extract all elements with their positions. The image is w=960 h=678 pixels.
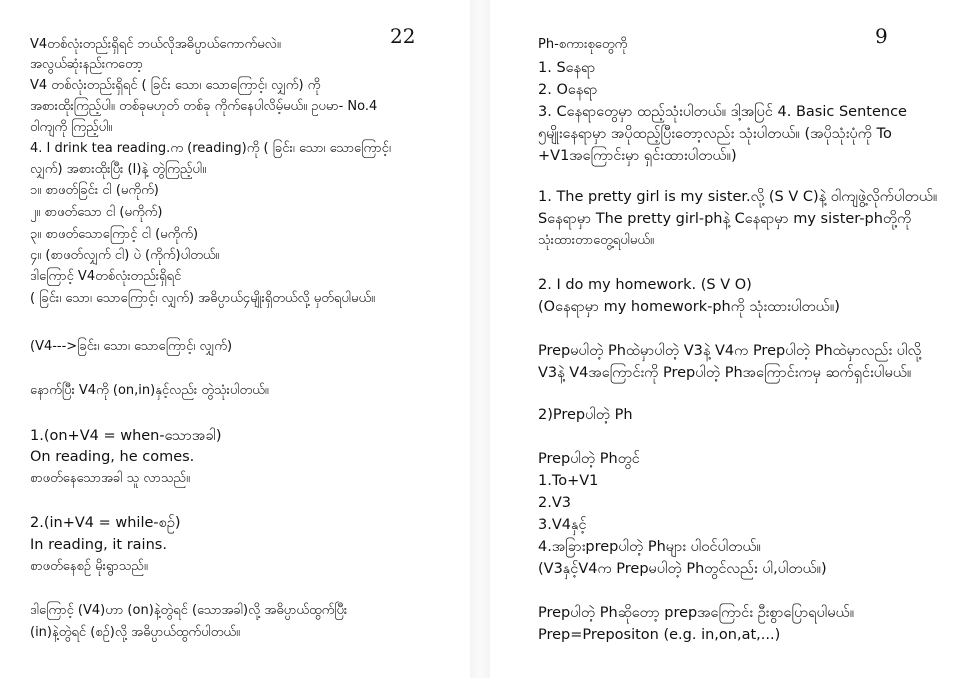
text-line: 1.To+V1 — [538, 473, 599, 489]
text-line: 2. Oနေရာ — [538, 82, 598, 98]
text-line: On reading, he comes. — [30, 449, 195, 465]
text-line: ဒါကြောင့် (V4)ဟာ (on)နဲ့တွဲရင် (သောအခါ)လို့ အဓိပ္ပာယ်ထွက်ပြီး — [30, 603, 348, 618]
text-line: သုံးထားတာတွေ့ရပါမယ်။ — [538, 233, 654, 248]
text-line: (V3နှင့်V4က Prepမပါတဲ့ Phတွင်လည်း ပါ,ပါတယ်။) — [538, 561, 827, 577]
page-number-left: 22 — [390, 24, 416, 48]
text-line: 1.(on+V4 = when-သောအခါ) — [30, 428, 222, 444]
text-line: +V1အကြောင်းမှာ ရှင်းထားပါတယ်။) — [538, 148, 737, 164]
text-line: စာဖတ်နေစဉ် မိုးရွာသည်။ — [30, 559, 148, 574]
text-line: V3နဲ့ V4အကြောင်းကို Prepပါတဲ့ Phအကြောင်းကမှ ဆက်ရှင်းပါမယ်။ — [538, 365, 912, 381]
text-line: Prepပါတဲ့ Phတွင် — [538, 451, 640, 467]
text-line: ( ခြင်း၊ သော၊ သောကြောင့်၊ လျှက်) အဓိပ္ပာယ်၄မျိုးရှိတယ်လို့ မှတ်ရပါမယ်။ — [30, 291, 375, 306]
text-line: 1. Sနေရာ — [538, 60, 596, 76]
text-line: (Oနေရာမှာ my homework-phကို သုံးထားပါတယ်။) — [538, 299, 840, 315]
text-line: ၄။ (စာဖတ်လျှက် ငါ) ပဲ (ကိုက်)ပါတယ်။ — [30, 248, 220, 263]
text-line: စာဖတ်နေသောအခါ သူ လာသည်။ — [30, 471, 190, 486]
text-line: နောက်ပြီး V4ကို (on,in)နှင့်လည်း တွဲသုံးပါတယ်။ — [30, 383, 269, 398]
text-line: ၁။ စာဖတ်ခြင်း ငါ (မကိုက်) — [30, 183, 159, 198]
text-line: 3.V4နှင့် — [538, 517, 587, 533]
text-line: Prepပါတဲ့ Phဆိုတော့ prepအကြောင်း ဦးစွာပြောရပါမယ်။ — [538, 605, 855, 621]
text-line: V4တစ်လုံးတည်းရှိရင် ဘယ်လိုအဓိပ္ပာယ်ကောက်မလဲ။ — [30, 37, 281, 52]
text-line: 2.(in+V4 = while-စဉ်) — [30, 515, 181, 531]
text-line: ၃။ စာဖတ်သောကြောင့် ငါ (မကိုက်) — [30, 227, 199, 242]
text-line: Prep=Prepositon (e.g. in,on,at,...) — [538, 627, 781, 643]
text-line: 2. I do my homework. (S V O) — [538, 277, 752, 293]
text-line: ဝါကျကို ကြည့်ပါ။ — [30, 120, 113, 135]
text-line: အလွယ်ဆုံးနည်းကတော့ — [30, 57, 143, 72]
text-line: 3. Cနေရာတွေမှာ ထည့်သုံးပါတယ်။ ဒါ့အပြင် 4. Basic Sentence — [538, 104, 907, 120]
text-line: 2)Prepပါတဲ့ Ph — [538, 407, 633, 423]
text-line: Ph-စကားစုတွေကို — [538, 37, 628, 52]
text-line: ဒါကြောင့် V4တစ်လုံးတည်းရှိရင် — [30, 269, 182, 284]
text-line: Prepမပါတဲ့ Phထဲမှာပါတဲ့ V3နဲ့ V4က Prepပါတဲ့ Phထဲမှာလည်း ပါလို့ — [538, 343, 922, 359]
left-page — [0, 0, 470, 678]
text-line: ၅မျိုးနေရာမှာ အပိုထည့်ပြီးတော့လည်း သုံးပါတယ်။ (အပိုသုံးပုံကို To — [538, 126, 892, 142]
text-line: 4.အခြားprepပါတဲ့ Phများ ပါဝင်ပါတယ်။ — [538, 539, 761, 555]
text-line: (in)နဲ့တွဲရင် (စဉ်)လို့ အဓိပ္ပာယ်ထွက်ပါတယ်။ — [30, 625, 240, 640]
text-line: Sနေရာမှာ The pretty girl-phနဲ့ Cနေရာမှာ my sister-phတို့ကို — [538, 211, 912, 227]
text-line: (V4--->ခြင်း၊ သော၊ သောကြောင့်၊ လျှက်) — [30, 339, 233, 354]
text-line: အစားထိုးကြည့်ပါ။ တစ်ခုမဟုတ် တစ်ခု ကိုက်နေပါလိမ့်မယ်။ ဥပမာ- No.4 — [30, 99, 378, 114]
page-number-right: 9 — [875, 24, 888, 48]
page-gutter — [470, 0, 490, 678]
text-line: 1. The pretty girl is my sister.လို့ (S V C)နဲ့ ဝါကျဖွဲ့လိုက်ပါတယ်။ — [538, 189, 938, 205]
text-line: လျှက်) အစားထိုးပြီး (I)နဲ့ တွဲကြည့်ပါ။ — [30, 162, 207, 177]
text-line: V4 တစ်လုံးတည်းရှိရင် ( ခြင်း သော၊ သောကြောင့်၊ လျှက်) ကို — [30, 78, 321, 93]
text-line: 2.V3 — [538, 495, 571, 511]
text-line: ၂။ စာဖတ်သော ငါ (မကိုက်) — [30, 205, 163, 220]
right-page — [490, 0, 960, 678]
text-line: 4. I drink tea reading.က (reading)ကို ( ခြင်း၊ သော၊ သောကြောင့်၊ — [30, 141, 391, 156]
text-line: In reading, it rains. — [30, 537, 167, 553]
